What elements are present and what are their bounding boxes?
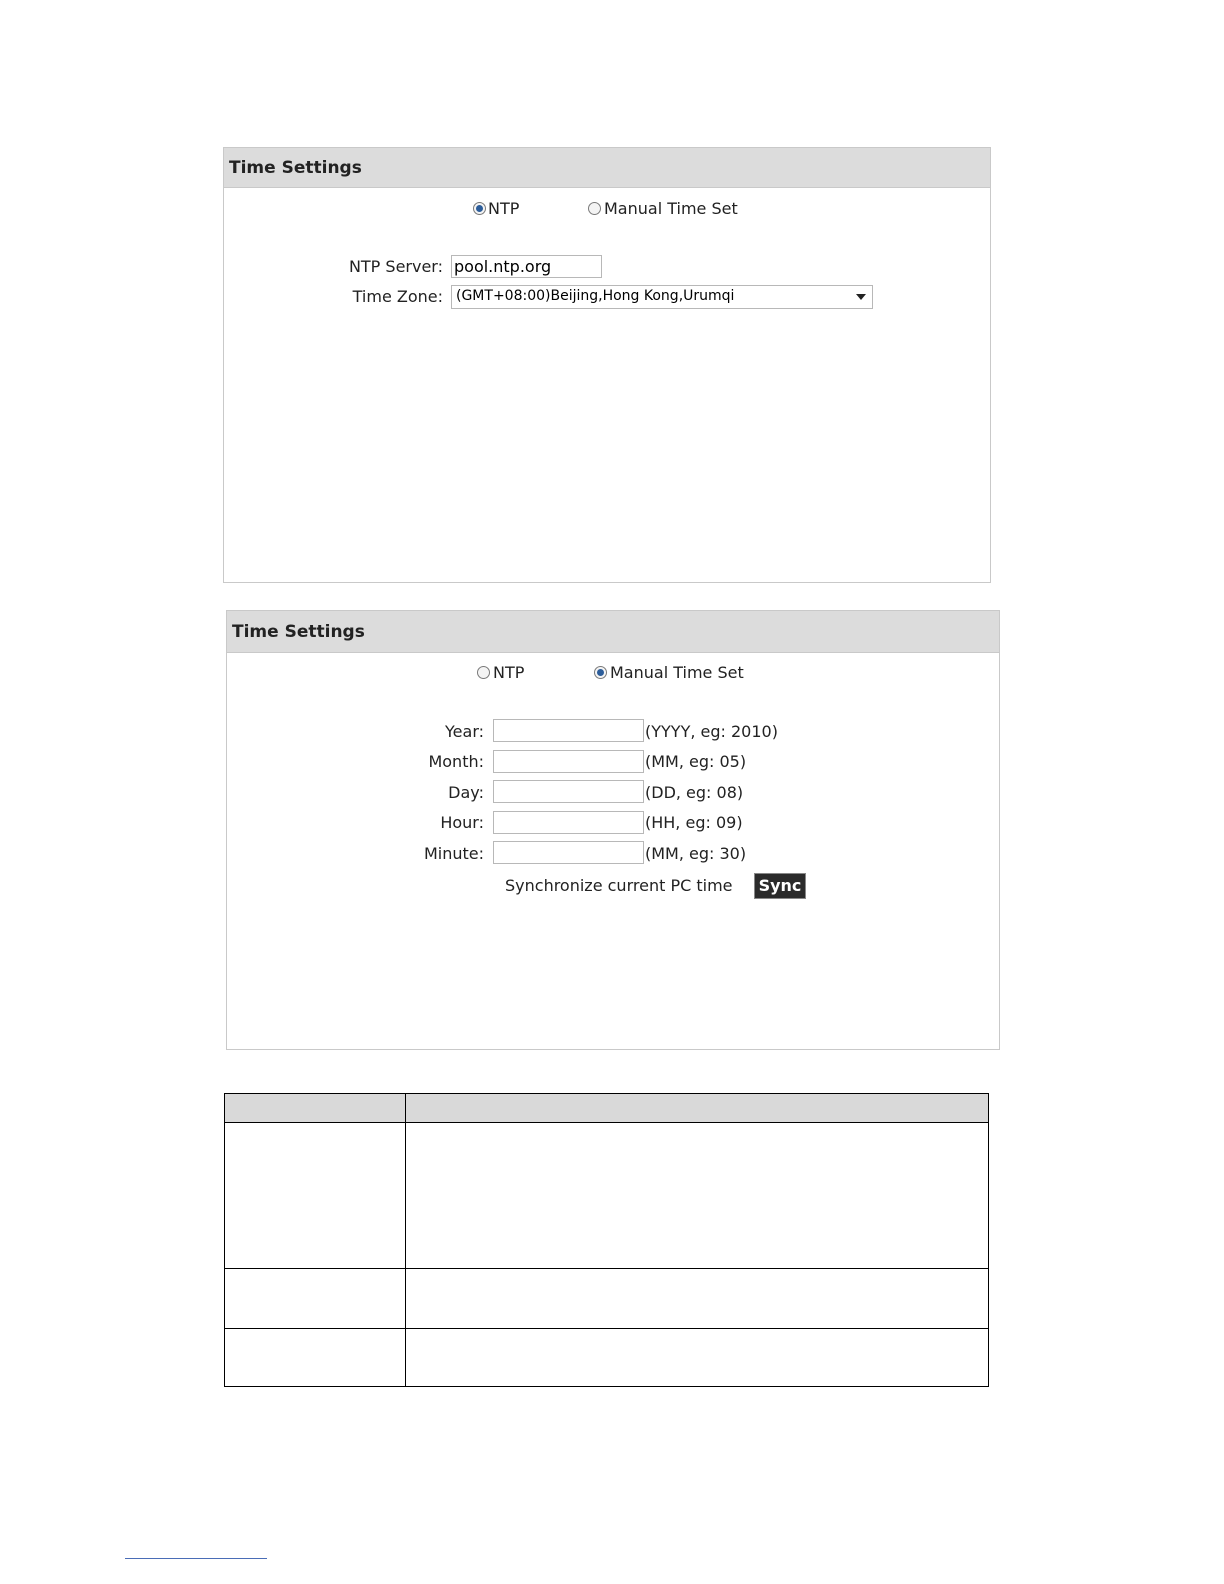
time-zone-selected-value: (GMT+08:00)Beijing,Hong Kong,Urumqi bbox=[456, 288, 735, 304]
table-header-row bbox=[225, 1094, 989, 1123]
hour-hint: (HH, eg: 09) bbox=[645, 813, 743, 832]
year-hint: (YYYY, eg: 2010) bbox=[645, 722, 778, 741]
minute-hint: (MM, eg: 30) bbox=[645, 844, 747, 863]
table-header-cell bbox=[406, 1094, 989, 1123]
sync-button[interactable]: Sync bbox=[754, 873, 806, 899]
ntp-radio[interactable] bbox=[473, 202, 486, 215]
table-row bbox=[225, 1269, 989, 1329]
minute-label: Minute: bbox=[423, 844, 484, 863]
hour-label: Hour: bbox=[440, 813, 484, 832]
table-row bbox=[225, 1329, 989, 1387]
panel-title: Time Settings bbox=[227, 611, 999, 653]
table-cell bbox=[406, 1329, 989, 1387]
time-settings-panel-manual bbox=[226, 610, 1000, 1050]
table-row bbox=[225, 1123, 989, 1269]
time-settings-panel-ntp bbox=[223, 147, 991, 583]
hour-input[interactable] bbox=[493, 811, 644, 834]
year-input[interactable] bbox=[493, 719, 644, 742]
panel-title: Time Settings bbox=[224, 148, 990, 188]
manual-time-set-radio[interactable] bbox=[588, 202, 601, 215]
manual-time-set-radio-label: Manual Time Set bbox=[604, 199, 738, 218]
sync-pc-time-label: Synchronize current PC time bbox=[505, 876, 733, 895]
manual-time-set-radio[interactable] bbox=[594, 666, 607, 679]
month-input[interactable] bbox=[493, 750, 644, 773]
day-hint: (DD, eg: 08) bbox=[645, 783, 744, 802]
table-cell bbox=[225, 1269, 406, 1329]
time-zone-label: Time Zone: bbox=[352, 287, 443, 306]
minute-input[interactable] bbox=[493, 841, 644, 864]
table-cell bbox=[406, 1123, 989, 1269]
footer-divider bbox=[125, 1558, 267, 1559]
day-input[interactable] bbox=[493, 780, 644, 803]
month-label: Month: bbox=[428, 752, 484, 771]
ntp-radio-label: NTP bbox=[493, 663, 525, 682]
table-cell bbox=[406, 1269, 989, 1329]
table-cell bbox=[225, 1123, 406, 1269]
day-label: Day: bbox=[448, 783, 484, 802]
ntp-server-input[interactable] bbox=[451, 255, 602, 278]
chevron-down-icon bbox=[856, 294, 866, 300]
ntp-radio-label: NTP bbox=[488, 199, 520, 218]
table-header-cell bbox=[225, 1094, 406, 1123]
table-cell bbox=[225, 1329, 406, 1387]
ntp-radio[interactable] bbox=[477, 666, 490, 679]
manual-time-set-radio-label: Manual Time Set bbox=[610, 663, 744, 682]
description-table bbox=[224, 1093, 989, 1387]
time-zone-select[interactable] bbox=[451, 285, 873, 309]
ntp-server-label: NTP Server: bbox=[348, 257, 443, 276]
year-label: Year: bbox=[445, 722, 484, 741]
month-hint: (MM, eg: 05) bbox=[645, 752, 747, 771]
